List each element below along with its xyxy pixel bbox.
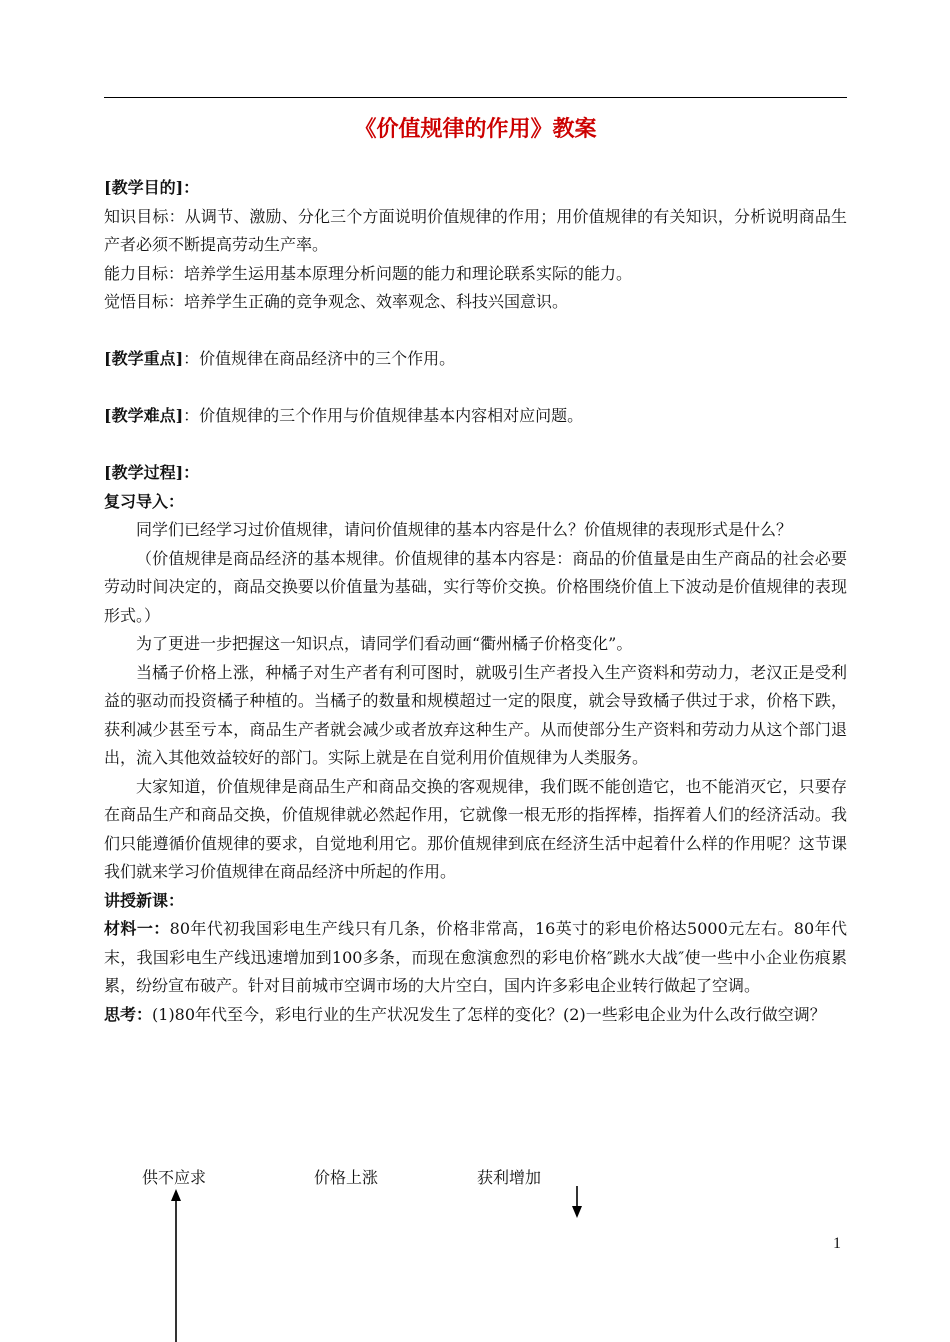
material-one-paragraph	[104, 915, 847, 1001]
value-law-paragraph: 大家知道，价值规律是商品生产和商品交换的客观规律，我们既不能创造它，也不能消灭它，只要存在商品生产和商品交换，价值规律就必然起作用，它就像一根无形的指挥棒，指挥着人们的经济活动。我们只能遵循价值规律的要求，自觉地利用它。那价值规律到底在经济生活中起着什么样的作用呢？这节课我们就来学习价值规律在商品经济中所起的作用。	[104, 776, 847, 881]
think-text: (1)80年代至今，彩电行业的生产状况发生了怎样的变化？(2)一些彩电企业为什么改行做空调？	[152, 1004, 826, 1024]
think-paragraph	[104, 1001, 847, 1030]
diagram-arrows	[104, 1160, 847, 1342]
new-lesson-heading: 讲授新课：	[104, 890, 185, 910]
key-point-line	[104, 345, 847, 374]
review-answer-paragraph: （价值规律是商品经济的基本规律。价值规律的基本内容是：商品的价值量是由生产商品的社会必要劳动时间决定的，商品交换要以价值量为基础，实行等价交换。价格围绕价值上下波动是价值规律的表现形式。）	[104, 548, 847, 625]
document-title: 《价值规律的作用》教案	[354, 117, 597, 142]
review-heading: 复习导入：	[104, 491, 185, 511]
key-point-label: [教学重点]	[104, 349, 184, 368]
page-number: 1	[833, 1235, 841, 1252]
process-heading: [教学过程]：	[104, 463, 200, 482]
arrow-up-icon	[171, 1189, 181, 1342]
material-one-text: 80年代初我国彩电生产线只有几条，价格非常高，16英寸的彩电价格达5000元左右。80年代末，我国彩电生产线迅速增加到100多条，而现在愈演愈烈的彩电价格″跳水大战″使一些中小企业伤痕累累，纷纷宣布破产。针对目前城市空调市场的大片空白，国内许多彩电企业转行做起了空调。	[104, 919, 847, 995]
spacer	[104, 431, 847, 460]
header-rule	[104, 97, 847, 98]
arrow-down-icon	[572, 1186, 582, 1218]
knowledge-objective: 知识目标：从调节、激励、分化三个方面说明价值规律的作用；用价值规律的有关知识，分析说明商品生产者必须不断提高劳动生产率。	[104, 206, 847, 254]
difficulty-line	[104, 402, 847, 431]
objectives-heading: [教学目的]：	[104, 178, 200, 197]
flow-diagram	[104, 1160, 847, 1342]
orange-example-paragraph: 当橘子价格上涨，种橘子对生产者有利可图时，就吸引生产者投入生产资料和劳动力，老汉正是受利益的驱动而投资橘子种植的。当橘子的数量和规模超过一定的限度，就会导致橘子供过于求，价格下跌，获利减少甚至亏本，商品生产者就会减少或者放弃这种生产。从而使部分生产资料和劳动力从这个部门退出，流入其他效益较好的部门。实际上就是在自觉利用价值规律为人类服务。	[104, 662, 847, 767]
awareness-objective: 觉悟目标：培养学生正确的竞争观念、效率观念、科技兴国意识。	[104, 292, 569, 311]
diagram-node-shortage: 供不应求	[142, 1168, 207, 1187]
ability-objective: 能力目标：培养学生运用基本原理分析问题的能力和理论联系实际的能力。	[104, 263, 633, 283]
diagram-node-price-rise: 价格上涨	[314, 1168, 379, 1187]
document-body	[104, 174, 847, 1029]
material-one-label: 材料一：	[104, 919, 170, 938]
spacer	[104, 374, 847, 403]
animation-intro-paragraph: 为了更进一步把握这一知识点，请同学们看动画“衢州橘子价格变化”。	[136, 634, 633, 653]
difficulty-text: ：价值规律的三个作用与价值规律基本内容相对应问题。	[183, 406, 584, 425]
spacer	[104, 317, 847, 346]
key-point-text: ：价值规律在商品经济中的三个作用。	[183, 349, 456, 368]
difficulty-label: [教学难点]	[104, 406, 184, 425]
think-label: 思考：	[104, 1004, 153, 1024]
diagram-node-profit-increase: 获利增加	[477, 1168, 542, 1187]
review-question-paragraph: 同学们已经学习过价值规律，请问价值规律的基本内容是什么？价值规律的表现形式是什么？	[136, 520, 793, 539]
